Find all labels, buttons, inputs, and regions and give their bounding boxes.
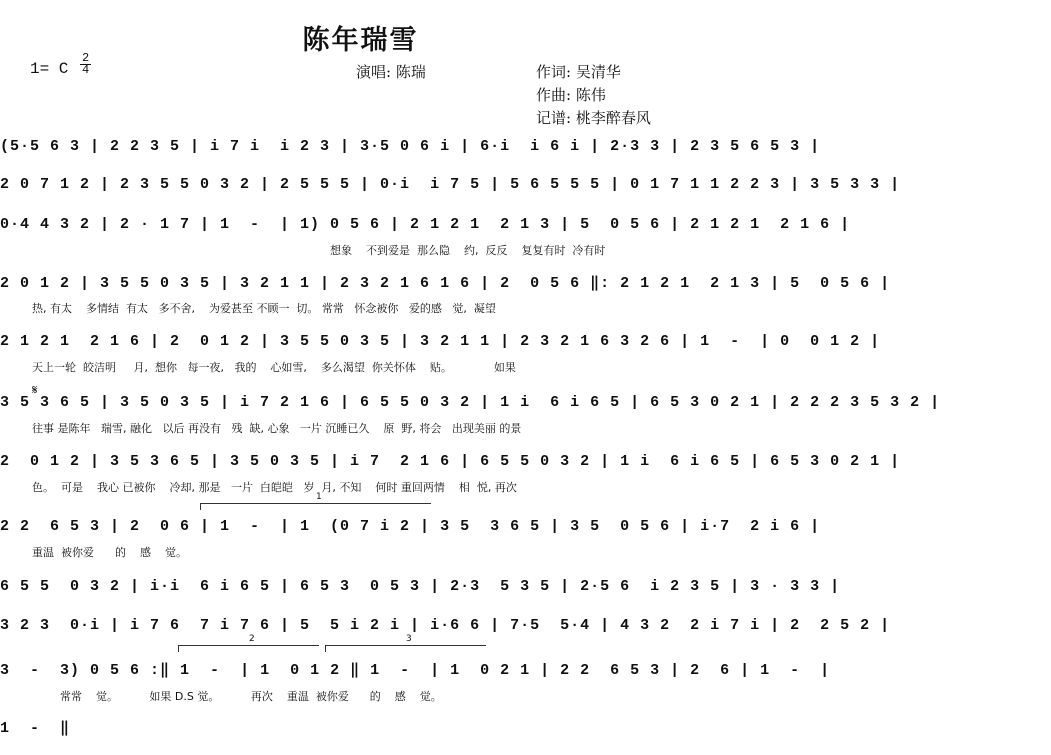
lyricist-credit: 作词: 吴清华 [536,63,621,81]
singer-credit: 演唱: 陈瑞 [356,63,426,81]
notation-row: 2 0 1 2 | 3 5 5 0 3 5 | 3 2 1 1 | 2 3 2 1 6 1 6 | 2 0 5 6 ‖: 2 1 2 1 2 1 3 | 5 0 5 6 | [0,275,891,292]
song-title: 陈年瑞雪 [302,25,419,56]
lyric-line: 天上一轮 皎洁明 月, 想你 每一夜, 我的 心如雪, 多么渴望 你关怀体 贴。 如果 [32,361,516,374]
composer-credit: 作曲: 陈伟 [536,86,606,104]
notation-row: 2 0 7 1 2 | 2 3 5 5 0 3 2 | 2 5 5 5 | 0·i i 7 5 | 5 6 5 5 5 | 0 1 7 1 1 2 2 3 | 3 5 3 3 | [0,176,901,193]
notation-row: 6 5 5 0 3 2 | i·i 6 i 6 5 | 6 5 3 0 5 3 | 2·3 5 3 5 | 2·5 6 i 2 3 5 | 3 · 3 3 | [0,578,841,595]
meter-top: 2 [82,51,90,65]
notation-row: 2 2 6 5 3 | 2 0 6 | 1 - | 1 (0 7 i 2 | 3 5 3 6 5 | 3 5 0 5 6 | i·7 2 i 6 | [0,518,821,535]
notation-row: 3 5 3 6 5 | 3 5 0 3 5 | i 7 2 1 6 | 6 5 5 0 3 2 | 1 i 6 i 6 5 | 6 5 3 0 2 1 | 2 2 2 3 5 3 2 | [0,394,941,411]
lyric-line: 常常 觉。 如果 D.S 觉。 再次 重温 被你爱 的 感 觉。 [32,690,442,703]
time-signature [80,53,91,76]
notation-row: 0·4 4 3 2 | 2 · 1 7 | 1 - | 1) 0 5 6 | 2 1 2 1 2 1 3 | 5 0 5 6 | 2 1 2 1 2 1 6 | [0,216,851,233]
lyric-line: 往事 是陈年 瑞雪, 融化 以后 再没有 残 缺, 心象 一片 沉睡已久 原 野, 将会 出现美丽 的景 [32,422,522,435]
volta-bracket-3: 3 [325,645,486,652]
key-signature: 1= C [30,60,69,78]
notation-row: (5·5 6 3 | 2 2 3 5 | i 7 i i 2 3 | 3·5 0 6 i | 6·i i 6 i | 2·3 3 | 2 3 5 6 5 3 | [0,138,821,155]
lyric-line: 热, 有太 多情结 有太 多不舍, 为爱甚至 不顾一 切。 常常 怀念被你 爱的感 觉, 凝望 [32,302,496,315]
notation-row: 2 0 1 2 | 3 5 3 6 5 | 3 5 0 3 5 | i 7 2 1 6 | 6 5 5 0 3 2 | 1 i 6 i 6 5 | 6 5 3 0 2 1 | [0,453,901,470]
meter-bottom: 4 [82,63,90,77]
volta-bracket-2: 2 [178,645,319,652]
notation-row: 2 1 2 1 2 1 6 | 2 0 1 2 | 3 5 5 0 3 5 | 3 2 1 1 | 2 3 2 1 6 3 2 6 | 1 - | 0 0 1 2 | [0,333,881,350]
notation-row: 3 2 3 0·i | i 7 6 7 i 7 6 | 5 5 i 2 i | i·6 6 | 7·5 5·4 | 4 3 2 2 i 7 i | 2 2 5 2 | [0,617,891,634]
lyric-line: 色。 可是 我心 已被你 冷却, 那是 一片 白皑皑 岁 月, 不知 何时 重回两情 相 悦, 再次 [32,481,517,494]
segno-icon: 𝄋 [32,383,38,398]
volta-bracket-1: 1 [200,503,431,510]
transcriber-credit: 记谱: 桃李醉春风 [536,109,651,127]
notation-row: 1 - ‖ [0,720,71,737]
lyric-line: 重温 被你爱 的 感 觉。 [32,546,187,559]
notation-row: 3 - 3) 0 5 6 :‖ 1 - | 1 0 1 2 ‖ 1 - | 1 0 2 1 | 2 2 6 5 3 | 2 6 | 1 - | [0,662,831,679]
lyric-line: 想象 不到爱是 那么隐 约, 反反 复复有时 冷有时 [330,244,606,257]
